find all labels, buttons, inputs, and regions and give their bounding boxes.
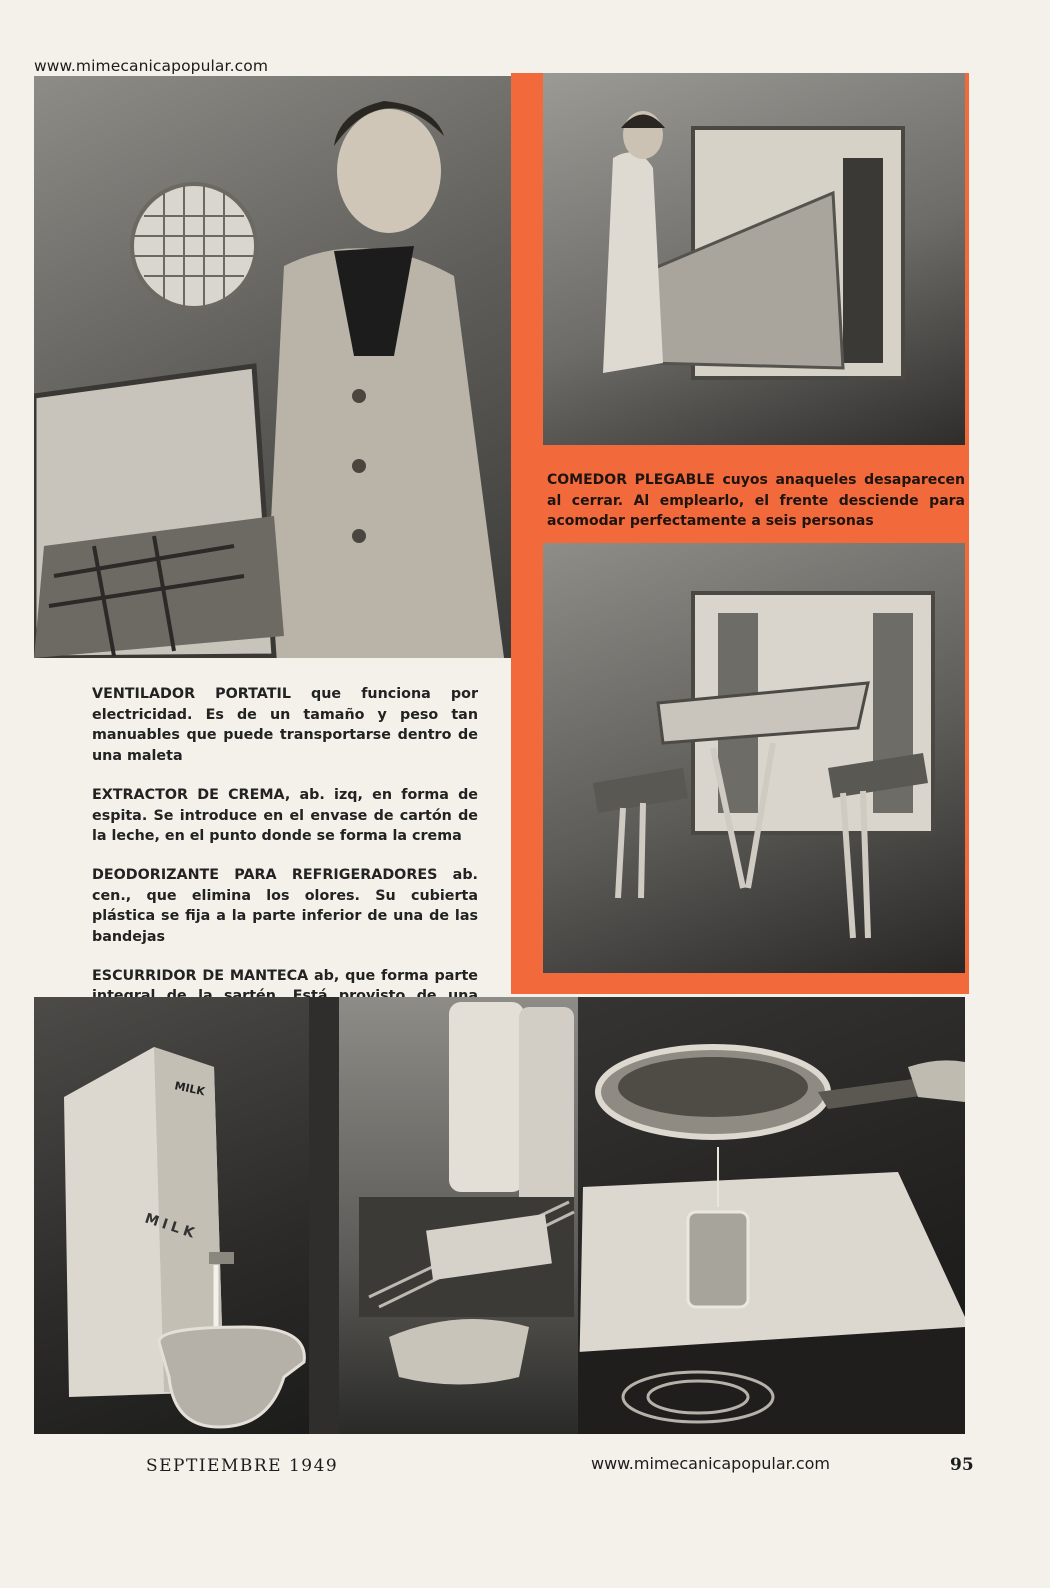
caption-body: ab. cen., que elimina los olores. Su cubierta plástica se fija a la parte inferior de una de las bandejas [92,866,478,946]
caption-title: EXTRACTOR DE CREMA, [92,786,291,803]
caption-title: DEODORIZANTE PARA REFRIGERADORES [92,866,438,883]
caption-title: COMEDOR PLEGABLE [547,472,715,488]
caption-body: cuyos anaqueles desaparecen al cerrar. Al emplearlo, el frente desciende para acomodar perfectamente a seis personas [547,472,965,529]
cream-extractor-photo [34,997,309,1434]
fan-suitcase-photo [34,76,511,658]
site-url-footer[interactable]: www.mimecanicapopular.com [591,1454,830,1473]
comedor-plegable-caption [547,470,965,532]
carton-label-top: MILK [173,1079,206,1099]
site-url-header[interactable]: www.mimecanicapopular.com [34,57,269,75]
fan-suitcase-illustration [34,76,511,658]
page-number: 95 [950,1455,974,1475]
table-open-illustration [543,543,965,973]
caption-title: ESCURRIDOR DE MANTECA [92,967,309,984]
caption-body: ab, que forma parte [313,967,478,984]
grease-drainer-photo [578,997,965,1434]
milk-carton-illustration [34,997,309,1434]
ventilador-caption [92,684,478,767]
folding-table-open-photo [543,543,965,973]
frying-pan-illustration [578,997,965,1434]
caption-body: que funciona por electricidad. Es de un tamaño y peso tan manuables que puede transportarse dentro de una maleta [92,686,479,765]
caption-title: VENTILADOR PORTATIL [92,686,291,702]
refrigerator-illustration [309,997,578,1434]
deodorizante-caption [92,865,478,948]
issue-date: SEPTIEMBRE 1949 [146,1456,339,1476]
table-closing-illustration [543,73,965,445]
carton-label-side: MILK [142,1210,200,1243]
extractor-caption [92,785,478,847]
folding-table-closing-photo [543,73,965,445]
product-captions-column [92,684,478,1046]
caption-body: ab. izq, en forma de espita. Se introduce en el envase de cartón de la leche, en el punto donde se forma la crema [92,786,478,845]
refrigerator-deodorizer-photo [309,997,578,1434]
